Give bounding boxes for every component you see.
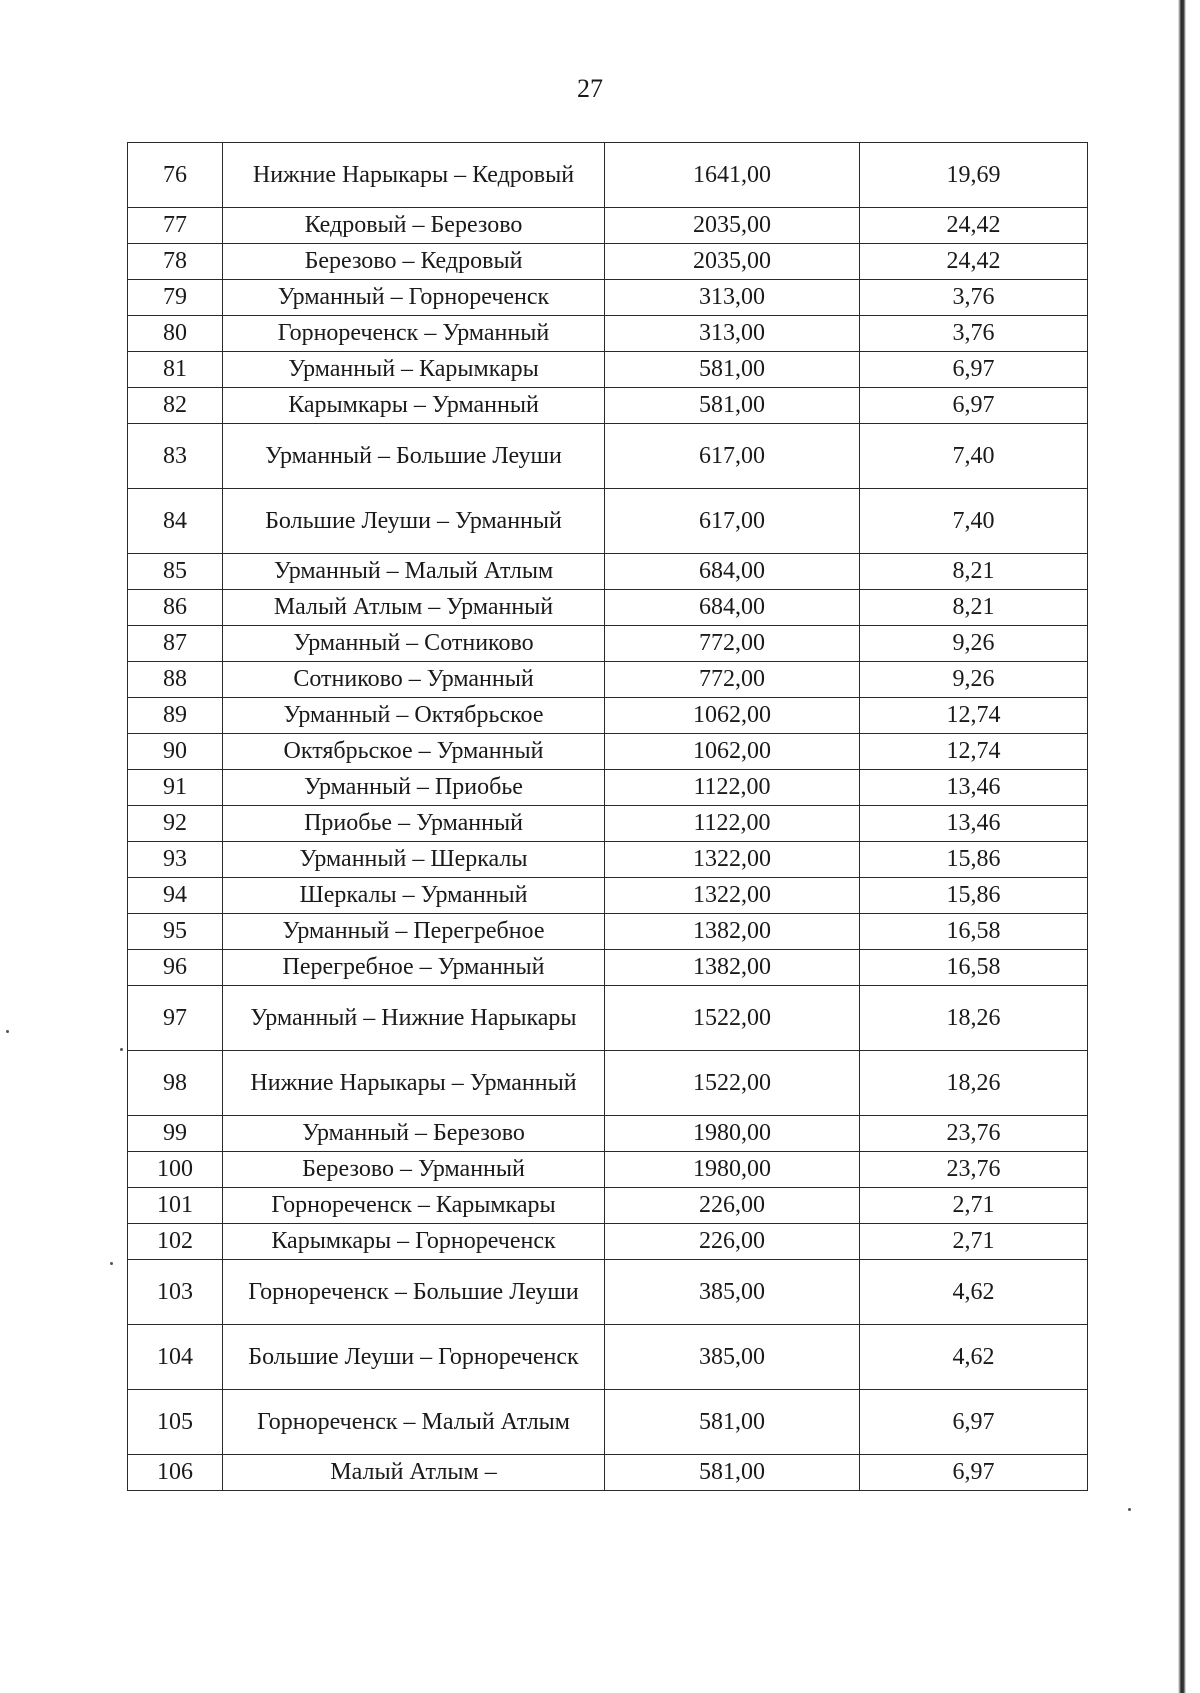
row-number-cell: 76 [128,143,223,208]
row-number-cell: 95 [128,914,223,950]
route-cell: Нижние Нарыкары – Кедровый [223,143,605,208]
table-row [128,806,1088,842]
row-number-cell: 82 [128,388,223,424]
route-cell: Урманный – Приобье [223,770,605,806]
row-number-cell: 79 [128,280,223,316]
row-number-cell: 84 [128,489,223,554]
route-cell: Горнореченск – Большие Леуши [223,1260,605,1325]
route-cell: Березово – Кедровый [223,244,605,280]
row-number-cell: 106 [128,1455,223,1491]
distance-cell: 581,00 [605,1390,860,1455]
table-row [128,489,1088,554]
row-number-cell: 78 [128,244,223,280]
price-cell: 7,40 [860,424,1088,489]
table-row [128,244,1088,280]
distance-cell: 581,00 [605,1455,860,1491]
row-number-cell: 105 [128,1390,223,1455]
tariff-table [127,142,1088,1491]
price-cell: 16,58 [860,950,1088,986]
row-number-cell: 100 [128,1152,223,1188]
row-number-cell: 88 [128,662,223,698]
route-cell: Шеркалы – Урманный [223,878,605,914]
distance-cell: 1322,00 [605,842,860,878]
route-cell: Березово – Урманный [223,1152,605,1188]
distance-cell: 617,00 [605,489,860,554]
route-cell: Большие Леуши – Горнореченск [223,1325,605,1390]
route-cell: Урманный – Шеркалы [223,842,605,878]
row-number-cell: 81 [128,352,223,388]
route-cell: Урманный – Горнореченск [223,280,605,316]
table-row [128,424,1088,489]
distance-cell: 772,00 [605,626,860,662]
route-cell: Урманный – Березово [223,1116,605,1152]
table-row [128,280,1088,316]
distance-cell: 2035,00 [605,208,860,244]
price-cell: 24,42 [860,244,1088,280]
route-cell: Нижние Нарыкары – Урманный [223,1051,605,1116]
row-number-cell: 85 [128,554,223,590]
distance-cell: 2035,00 [605,244,860,280]
table-row [128,698,1088,734]
route-cell: Малый Атлым – [223,1455,605,1491]
price-cell: 18,26 [860,986,1088,1051]
row-number-cell: 103 [128,1260,223,1325]
row-number-cell: 93 [128,842,223,878]
distance-cell: 1980,00 [605,1116,860,1152]
distance-cell: 581,00 [605,352,860,388]
price-cell: 4,62 [860,1260,1088,1325]
distance-cell: 1122,00 [605,806,860,842]
table-row [128,1051,1088,1116]
distance-cell: 1382,00 [605,950,860,986]
table-row [128,1455,1088,1491]
route-cell: Приобье – Урманный [223,806,605,842]
distance-cell: 1980,00 [605,1152,860,1188]
distance-cell: 385,00 [605,1325,860,1390]
price-cell: 19,69 [860,143,1088,208]
price-cell: 15,86 [860,878,1088,914]
distance-cell: 313,00 [605,316,860,352]
row-number-cell: 91 [128,770,223,806]
route-cell: Горнореченск – Урманный [223,316,605,352]
row-number-cell: 97 [128,986,223,1051]
table-row [128,554,1088,590]
table-row [128,734,1088,770]
table-row [128,590,1088,626]
price-cell: 13,46 [860,770,1088,806]
distance-cell: 1382,00 [605,914,860,950]
price-cell: 6,97 [860,1455,1088,1491]
row-number-cell: 87 [128,626,223,662]
row-number-cell: 104 [128,1325,223,1390]
price-cell: 18,26 [860,1051,1088,1116]
table-row [128,842,1088,878]
table-row [128,352,1088,388]
price-cell: 24,42 [860,208,1088,244]
table-row [128,878,1088,914]
route-cell: Урманный – Большие Леуши [223,424,605,489]
route-cell: Сотниково – Урманный [223,662,605,698]
distance-cell: 226,00 [605,1224,860,1260]
route-cell: Горнореченск – Малый Атлым [223,1390,605,1455]
tariff-table-container [127,142,1087,1491]
row-number-cell: 96 [128,950,223,986]
route-cell: Перегребное – Урманный [223,950,605,986]
row-number-cell: 77 [128,208,223,244]
price-cell: 6,97 [860,388,1088,424]
route-cell: Октябрьское – Урманный [223,734,605,770]
distance-cell: 1522,00 [605,1051,860,1116]
distance-cell: 1522,00 [605,986,860,1051]
price-cell: 6,97 [860,352,1088,388]
table-row [128,208,1088,244]
distance-cell: 385,00 [605,1260,860,1325]
table-row [128,914,1088,950]
price-cell: 3,76 [860,316,1088,352]
row-number-cell: 99 [128,1116,223,1152]
price-cell: 9,26 [860,626,1088,662]
price-cell: 4,62 [860,1325,1088,1390]
table-row [128,1260,1088,1325]
route-cell: Урманный – Малый Атлым [223,554,605,590]
price-cell: 23,76 [860,1116,1088,1152]
price-cell: 9,26 [860,662,1088,698]
distance-cell: 684,00 [605,554,860,590]
distance-cell: 1641,00 [605,143,860,208]
route-cell: Урманный – Нижние Нарыкары [223,986,605,1051]
distance-cell: 1062,00 [605,698,860,734]
row-number-cell: 94 [128,878,223,914]
route-cell: Урманный – Перегребное [223,914,605,950]
distance-cell: 617,00 [605,424,860,489]
distance-cell: 772,00 [605,662,860,698]
price-cell: 15,86 [860,842,1088,878]
route-cell: Карымкары – Урманный [223,388,605,424]
route-cell: Малый Атлым – Урманный [223,590,605,626]
price-cell: 23,76 [860,1152,1088,1188]
table-row [128,662,1088,698]
scan-speck [110,1262,113,1265]
price-cell: 2,71 [860,1224,1088,1260]
table-row [128,1116,1088,1152]
table-row [128,1325,1088,1390]
table-row [128,316,1088,352]
price-cell: 7,40 [860,489,1088,554]
row-number-cell: 102 [128,1224,223,1260]
distance-cell: 581,00 [605,388,860,424]
price-cell: 13,46 [860,806,1088,842]
row-number-cell: 92 [128,806,223,842]
price-cell: 8,21 [860,590,1088,626]
row-number-cell: 98 [128,1051,223,1116]
route-cell: Карымкары – Горнореченск [223,1224,605,1260]
scan-speck [120,1048,123,1051]
table-row [128,1188,1088,1224]
table-row [128,626,1088,662]
route-cell: Горнореченск – Карымкары [223,1188,605,1224]
route-cell: Большие Леуши – Урманный [223,489,605,554]
row-number-cell: 101 [128,1188,223,1224]
row-number-cell: 83 [128,424,223,489]
distance-cell: 684,00 [605,590,860,626]
table-row [128,1152,1088,1188]
price-cell: 12,74 [860,698,1088,734]
row-number-cell: 89 [128,698,223,734]
table-row [128,1224,1088,1260]
table-row [128,770,1088,806]
price-cell: 16,58 [860,914,1088,950]
route-cell: Урманный – Сотниково [223,626,605,662]
price-cell: 8,21 [860,554,1088,590]
distance-cell: 313,00 [605,280,860,316]
distance-cell: 1122,00 [605,770,860,806]
page-number: 27 [577,74,603,103]
distance-cell: 1322,00 [605,878,860,914]
row-number-cell: 90 [128,734,223,770]
price-cell: 2,71 [860,1188,1088,1224]
distance-cell: 226,00 [605,1188,860,1224]
scan-edge-shadow [1178,0,1186,1693]
table-row [128,388,1088,424]
distance-cell: 1062,00 [605,734,860,770]
scan-speck [6,1030,9,1033]
route-cell: Кедровый – Березово [223,208,605,244]
table-body [128,143,1088,1491]
row-number-cell: 86 [128,590,223,626]
row-number-cell: 80 [128,316,223,352]
route-cell: Урманный – Октябрьское [223,698,605,734]
table-row [128,986,1088,1051]
price-cell: 12,74 [860,734,1088,770]
table-row [128,143,1088,208]
scan-speck [1128,1508,1131,1511]
price-cell: 6,97 [860,1390,1088,1455]
table-row [128,950,1088,986]
table-row [128,1390,1088,1455]
route-cell: Урманный – Карымкары [223,352,605,388]
price-cell: 3,76 [860,280,1088,316]
